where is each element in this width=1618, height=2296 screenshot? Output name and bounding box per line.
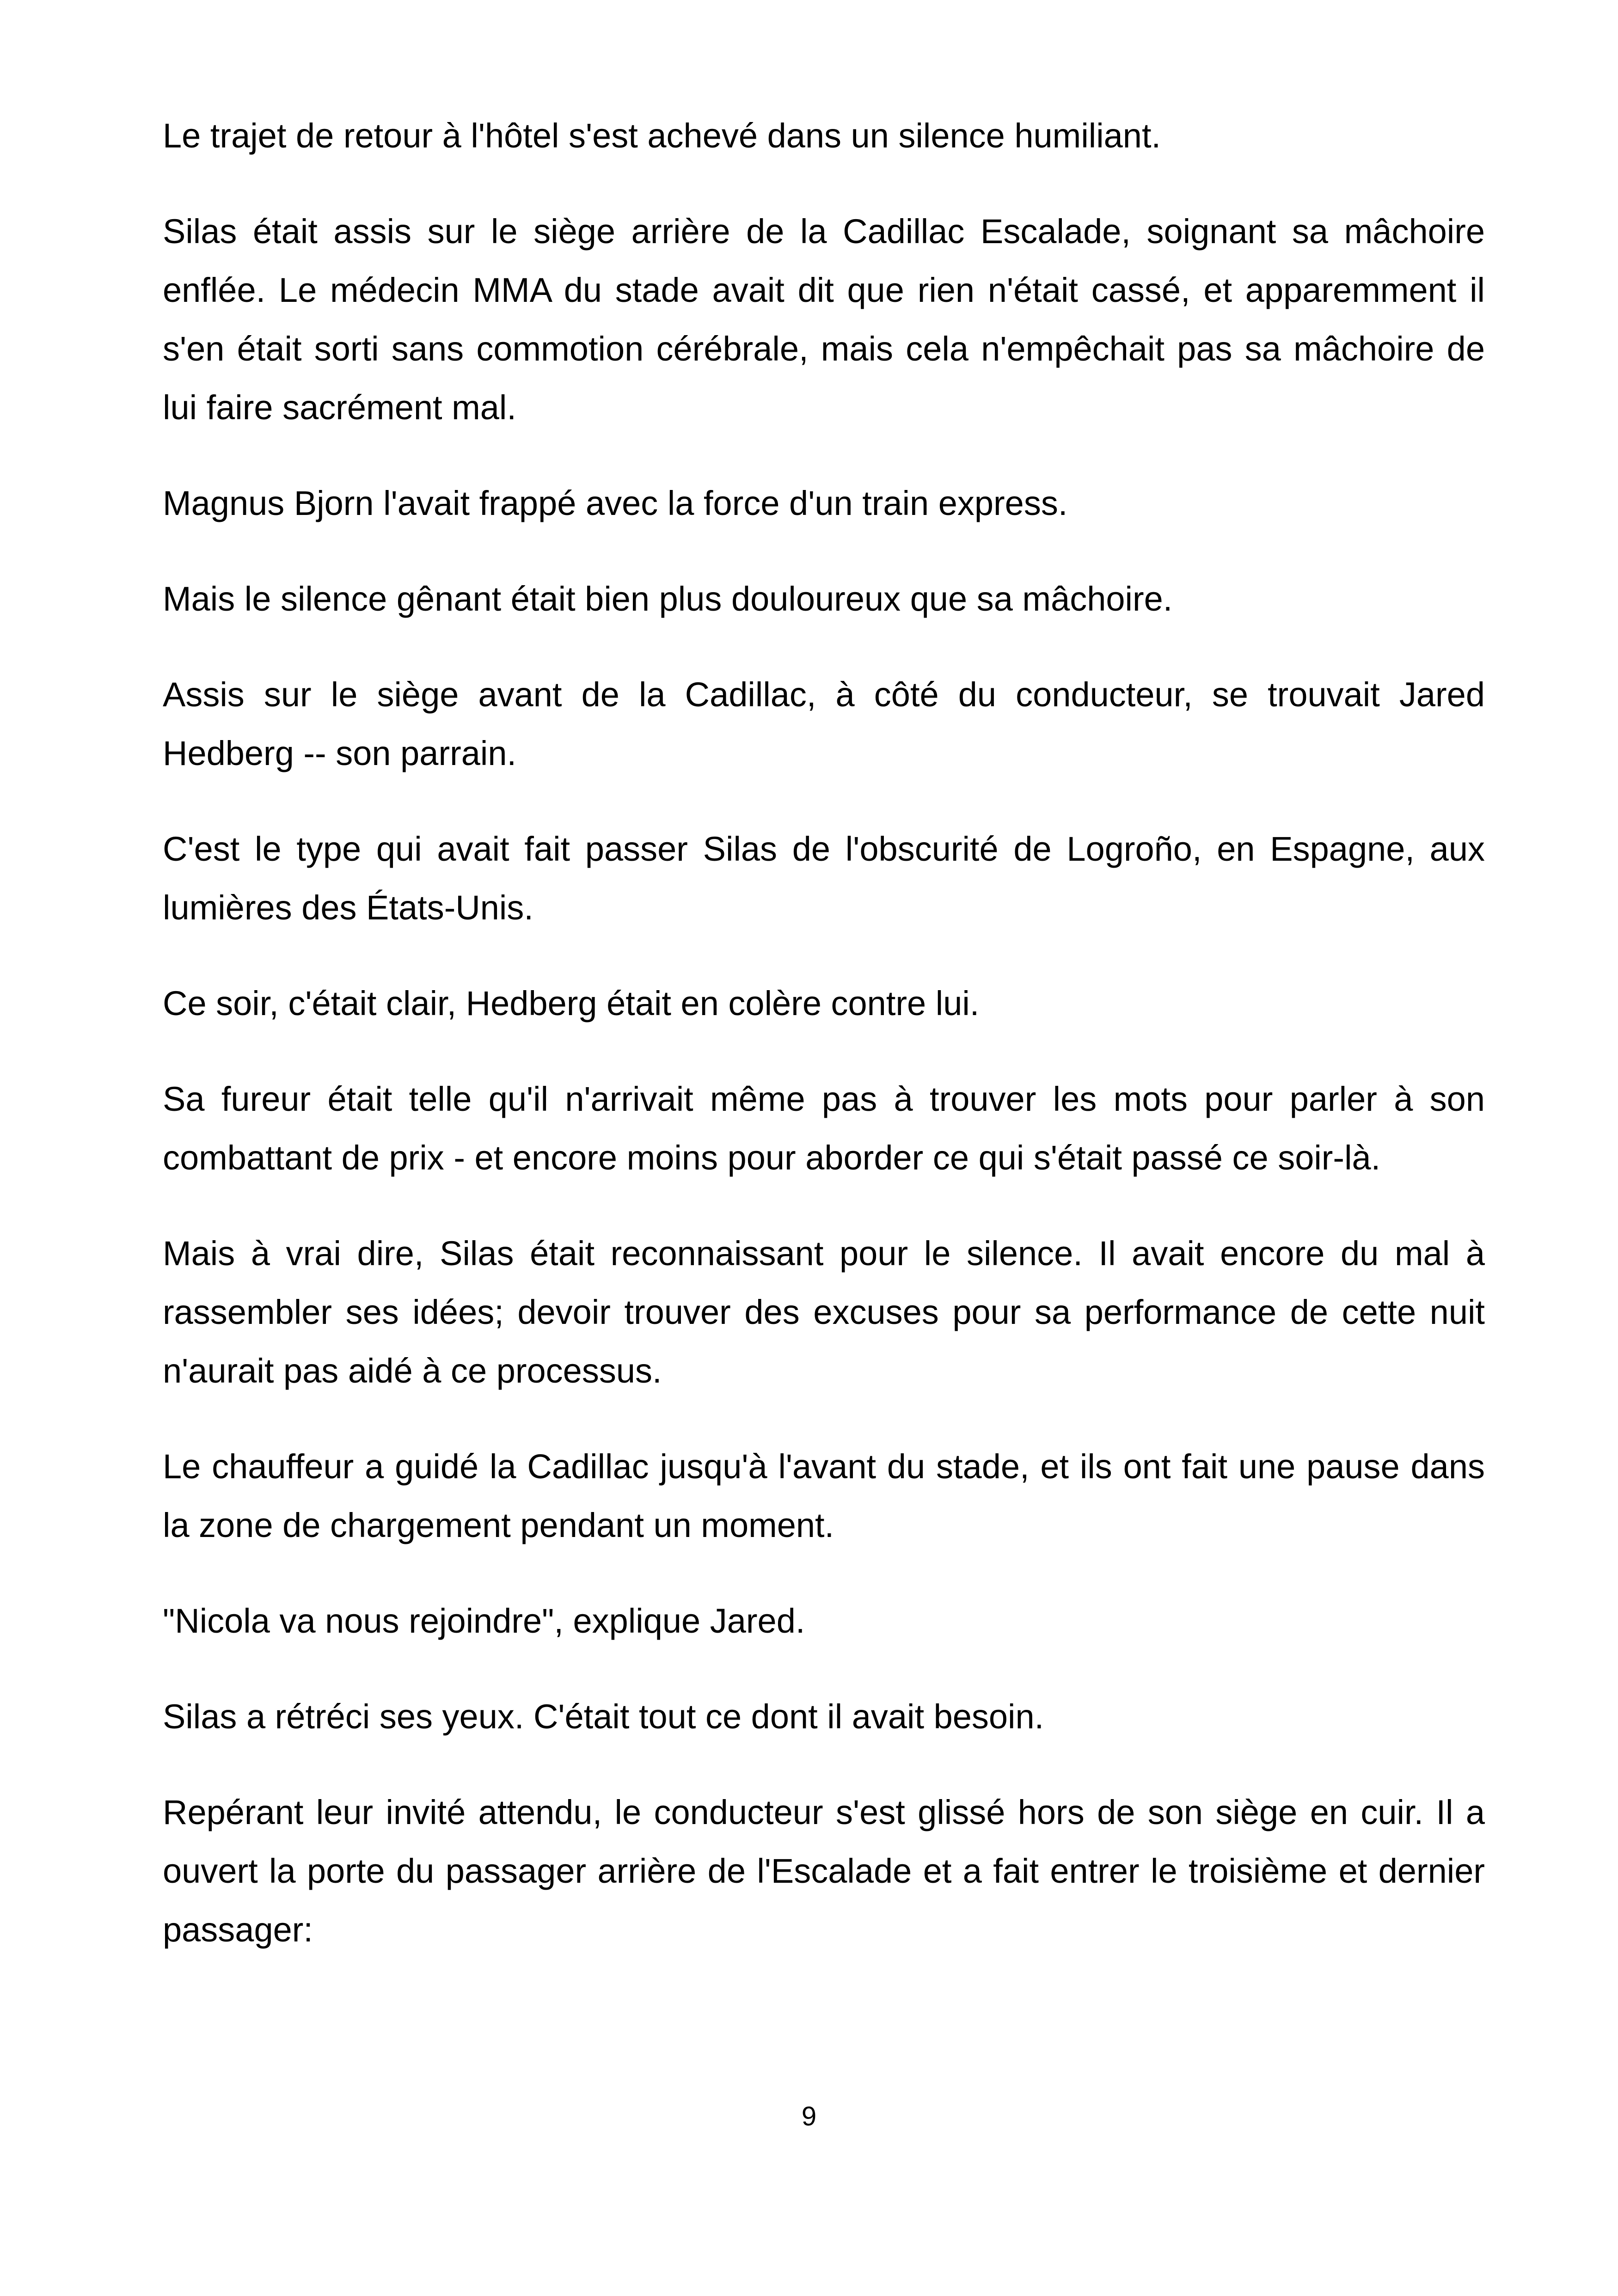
paragraph: Sa fureur était telle qu'il n'arrivait même pas à trouver les mots pour parler à son combattant de prix - et encore moins pour aborder ce qui s'était passé ce soir-là. <box>163 1080 1485 1177</box>
paragraph: Repérant leur invité attendu, le conducteur s'est glissé hors de son siège en cuir. Il a ouvert la porte du passager arrière de l'Escalade et a fait entrer le troisième et dernier passager: <box>163 1793 1485 1949</box>
paragraph: "Nicola va nous rejoindre", explique Jared. <box>163 1602 805 1640</box>
paragraph: C'est le type qui avait fait passer Silas de l'obscurité de Logroño, en Espagne, aux lumières des États-Unis. <box>163 830 1485 927</box>
paragraph: Ce soir, c'était clair, Hedberg était en colère contre lui. <box>163 984 980 1022</box>
paragraph: Mais à vrai dire, Silas était reconnaissant pour le silence. Il avait encore du mal à rassembler ses idées; devoir trouver des excuses pour sa performance de cette nuit n'aurait pas aidé à ce processus. <box>163 1234 1485 1390</box>
page-number: 9 <box>801 2101 817 2131</box>
paragraph: Le trajet de retour à l'hôtel s'est achevé dans un silence humiliant. <box>163 116 1161 155</box>
paragraph: Assis sur le siège avant de la Cadillac, à côté du conducteur, se trouvait Jared Hedberg -- son parrain. <box>163 675 1485 772</box>
paragraph: Silas était assis sur le siège arrière de la Cadillac Escalade, soignant sa mâchoire enflée. Le médecin MMA du stade avait dit que rien n'était cassé, et apparemment il s'en était sorti sans commotion cérébrale, mais cela n'empêchait pas sa mâchoire de lui faire sacrément mal. <box>163 212 1485 427</box>
paragraph: Le chauffeur a guidé la Cadillac jusqu'à l'avant du stade, et ils ont fait une pause dans la zone de chargement pendant un moment. <box>163 1447 1485 1544</box>
paragraph: Silas a rétréci ses yeux. C'était tout ce dont il avait besoin. <box>163 1697 1044 1736</box>
paragraph: Magnus Bjorn l'avait frappé avec la force d'un train express. <box>163 484 1068 522</box>
paragraph: Mais le silence gênant était bien plus douloureux que sa mâchoire. <box>163 580 1173 618</box>
body-text <box>163 106 1485 1996</box>
